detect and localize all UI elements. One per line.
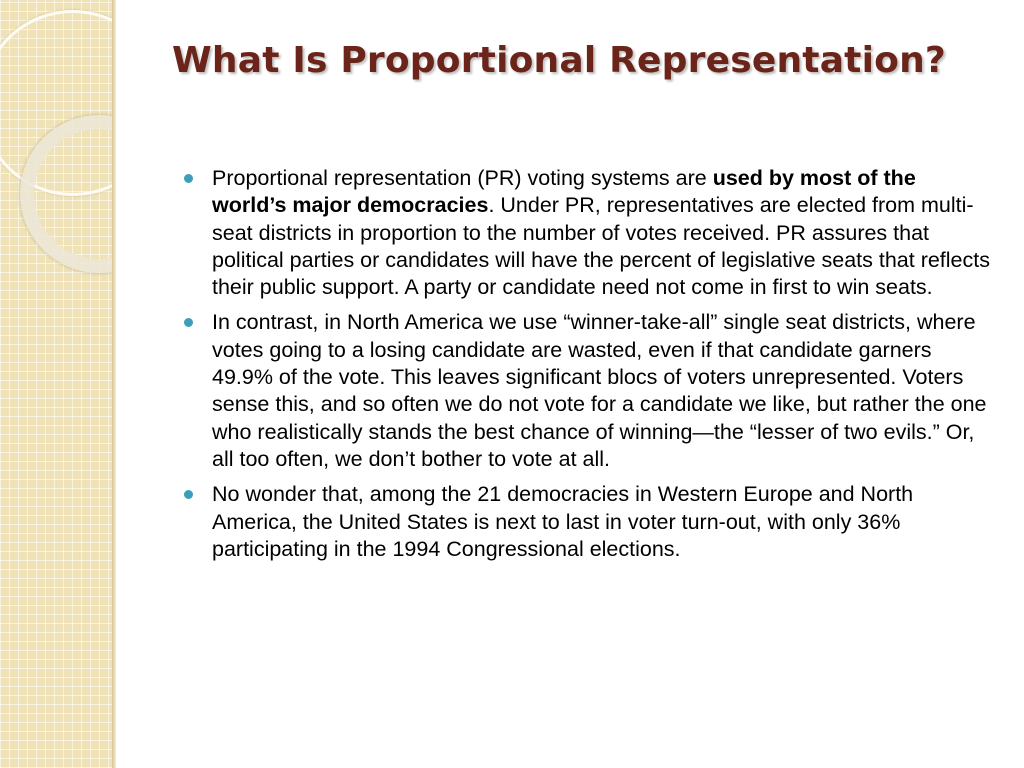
bullet-list (184, 165, 994, 571)
bullet-marker-icon (184, 174, 193, 183)
bullet-item-2 (184, 309, 994, 473)
bullet-1-text-start: Proportional representation (PR) voting systems are (212, 166, 713, 190)
slide-title: What Is Proportional Representation? (172, 40, 946, 81)
bullet-item-3 (184, 481, 994, 563)
bullet-item-1 (184, 165, 994, 301)
bullet-marker-icon (184, 490, 193, 499)
bullet-3-text: No wonder that, among the 21 democracies in Western Europe and North America, the United States is next to last in voter turn-out, with only 36% participating in the 1994 Congressional elections. (212, 482, 914, 561)
bullet-1-text-end: . Under PR, representatives are elected from multi-seat districts in proportion to the number of votes received. PR assures that political parties or candidates will have the percent of legislative seats that reflects their public support. A party or candidate need not come in first to win seats. (212, 193, 990, 300)
decorative-side-panel (0, 0, 112, 768)
side-panel-edge (112, 0, 116, 768)
bullet-2-text: In contrast, in North America we use “winner-take-all” single seat districts, where votes going to a losing candidate are wasted, even if that candidate garners 49.9% of the vote. This leaves significant blocs of voters unrepresented. Voters sense this, and so often we do not vote for a candidate we like, but rather the one who realistically stands the best chance of winning—the “lesser of two evils.” Or, all too often, we don’t bother to vote at all. (212, 310, 987, 471)
bullet-marker-icon (184, 318, 193, 327)
bullet-1-bold-text: used by most of the world’s major democracies (212, 166, 916, 218)
